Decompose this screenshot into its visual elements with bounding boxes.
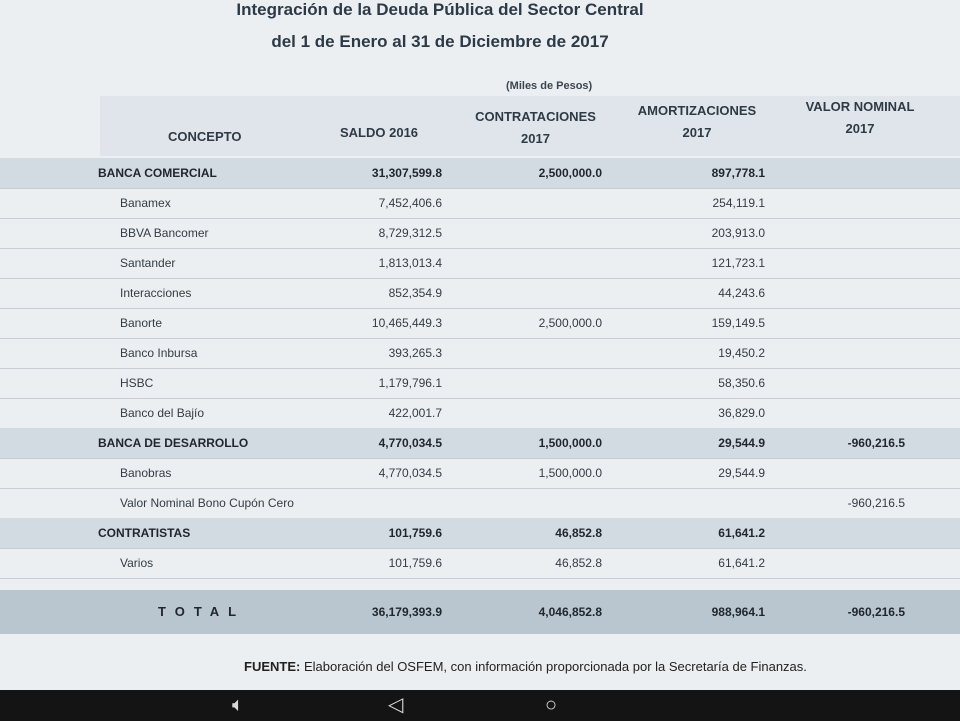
concepto-cell: CONTRATISTAS	[98, 526, 191, 540]
saldo-cell: 101,759.6	[388, 556, 442, 570]
valor-nominal-cell: -960,216.5	[847, 436, 905, 450]
header-saldo: SALDO 2016	[340, 125, 419, 140]
valor-nominal-cell: -960,216.5	[847, 496, 905, 510]
contrataciones-cell: 46,852.8	[555, 556, 602, 570]
header-contrataciones	[463, 106, 608, 150]
amortizaciones-cell: 988,964.1	[711, 605, 765, 619]
table-row	[0, 338, 960, 369]
header-concepto: CONCEPTO	[168, 129, 242, 144]
header-valor-label: VALOR NOMINAL	[805, 99, 915, 114]
amortizaciones-cell: 254,119.1	[712, 196, 765, 210]
table-row	[0, 188, 960, 219]
amortizaciones-cell: 203,913.0	[711, 226, 765, 240]
contrataciones-cell: 2,500,000.0	[538, 316, 602, 330]
valor-nominal-cell: -960,216.5	[847, 605, 905, 619]
concepto-cell: Banorte	[120, 316, 163, 330]
saldo-cell: 36,179,393.9	[371, 605, 442, 619]
saldo-cell: 8,729,312.5	[378, 226, 442, 240]
saldo-cell: 101,759.6	[388, 526, 442, 540]
android-nav-bar	[0, 690, 960, 721]
saldo-cell: 1,179,796.1	[378, 376, 442, 390]
footer-label: FUENTE:	[244, 659, 301, 674]
concepto-cell: Interacciones	[120, 286, 192, 300]
header-amortizaciones-year: 2017	[682, 125, 712, 140]
document-title: Integración de la Deuda Pública del Sector Central	[236, 0, 644, 19]
header-valor-nominal	[790, 96, 930, 140]
saldo-cell: 422,001.7	[388, 406, 442, 420]
section-row	[0, 428, 960, 459]
section-row	[0, 518, 960, 549]
amortizaciones-cell: 19,450.2	[718, 346, 765, 360]
saldo-cell: 4,770,034.5	[378, 436, 442, 450]
header-valor-year: 2017	[845, 121, 875, 136]
table-row	[0, 398, 960, 429]
amortizaciones-cell: 61,641.2	[718, 526, 765, 540]
saldo-cell: 1,813,013.4	[378, 256, 442, 270]
volume-icon[interactable]: 🔈︎	[232, 694, 244, 716]
units-label: (Miles de Pesos)	[506, 80, 593, 92]
contrataciones-cell: 1,500,000.0	[538, 436, 602, 450]
amortizaciones-cell: 159,149.5	[711, 316, 765, 330]
header-contrataciones-label: CONTRATACIONES	[475, 109, 596, 124]
total-row	[0, 590, 960, 634]
amortizaciones-cell: 36,829.0	[718, 406, 765, 420]
saldo-cell: 393,265.3	[388, 346, 442, 360]
contrataciones-cell: 4,046,852.8	[538, 605, 602, 619]
saldo-cell: 31,307,599.8	[371, 166, 442, 180]
saldo-cell: 852,354.9	[388, 286, 442, 300]
saldo-cell: 4,770,034.5	[378, 466, 442, 480]
amortizaciones-cell: 897,778.1	[711, 166, 765, 180]
table-header	[100, 96, 960, 156]
concepto-cell: Varios	[120, 556, 154, 570]
table-row	[0, 368, 960, 399]
concepto-cell: Valor Nominal Bono Cupón Cero	[120, 496, 294, 510]
table-row	[0, 278, 960, 309]
concepto-cell: BANCA COMERCIAL	[98, 166, 217, 180]
concepto-cell: Banco Inbursa	[120, 346, 198, 360]
concepto-cell: Banco del Bajío	[120, 406, 205, 420]
table-row	[0, 248, 960, 279]
saldo-cell: 7,452,406.6	[378, 196, 442, 210]
header-contrataciones-year: 2017	[521, 131, 550, 146]
table-row	[0, 488, 960, 519]
amortizaciones-cell: 121,723.1	[711, 256, 765, 270]
source-footer	[244, 659, 807, 674]
contrataciones-cell: 2,500,000.0	[538, 166, 602, 180]
table-row	[0, 218, 960, 249]
concepto-cell: Banobras	[120, 466, 172, 480]
amortizaciones-cell: 44,243.6	[718, 286, 765, 300]
table-row	[0, 548, 960, 579]
concepto-cell: BBVA Bancomer	[120, 226, 209, 240]
header-amortizaciones-label: AMORTIZACIONES	[637, 103, 757, 118]
contrataciones-cell: 1,500,000.0	[538, 466, 602, 480]
footer-text: Elaboración del OSFEM, con información proporcionada por la Secretaría de Finanzas.	[303, 659, 807, 674]
section-row	[0, 158, 960, 189]
concepto-cell: BANCA DE DESARROLLO	[98, 436, 249, 450]
amortizaciones-cell: 58,350.6	[718, 376, 765, 390]
amortizaciones-cell: 29,544.9	[718, 466, 765, 480]
document-subtitle: del 1 de Enero al 31 de Diciembre de 2017	[271, 32, 609, 51]
amortizaciones-cell: 29,544.9	[718, 436, 765, 450]
saldo-cell: 10,465,449.3	[371, 316, 442, 330]
concepto-cell: Santander	[120, 256, 176, 270]
home-icon[interactable]: ○	[545, 694, 558, 716]
table-row	[0, 458, 960, 489]
table-row	[0, 308, 960, 339]
contrataciones-cell: 46,852.8	[555, 526, 602, 540]
back-icon[interactable]: ◁	[388, 694, 404, 716]
concepto-cell: Banamex	[120, 196, 171, 210]
concepto-cell: TOTAL	[158, 604, 246, 619]
amortizaciones-cell: 61,641.2	[718, 556, 765, 570]
concepto-cell: HSBC	[120, 376, 154, 390]
header-amortizaciones	[622, 100, 772, 144]
